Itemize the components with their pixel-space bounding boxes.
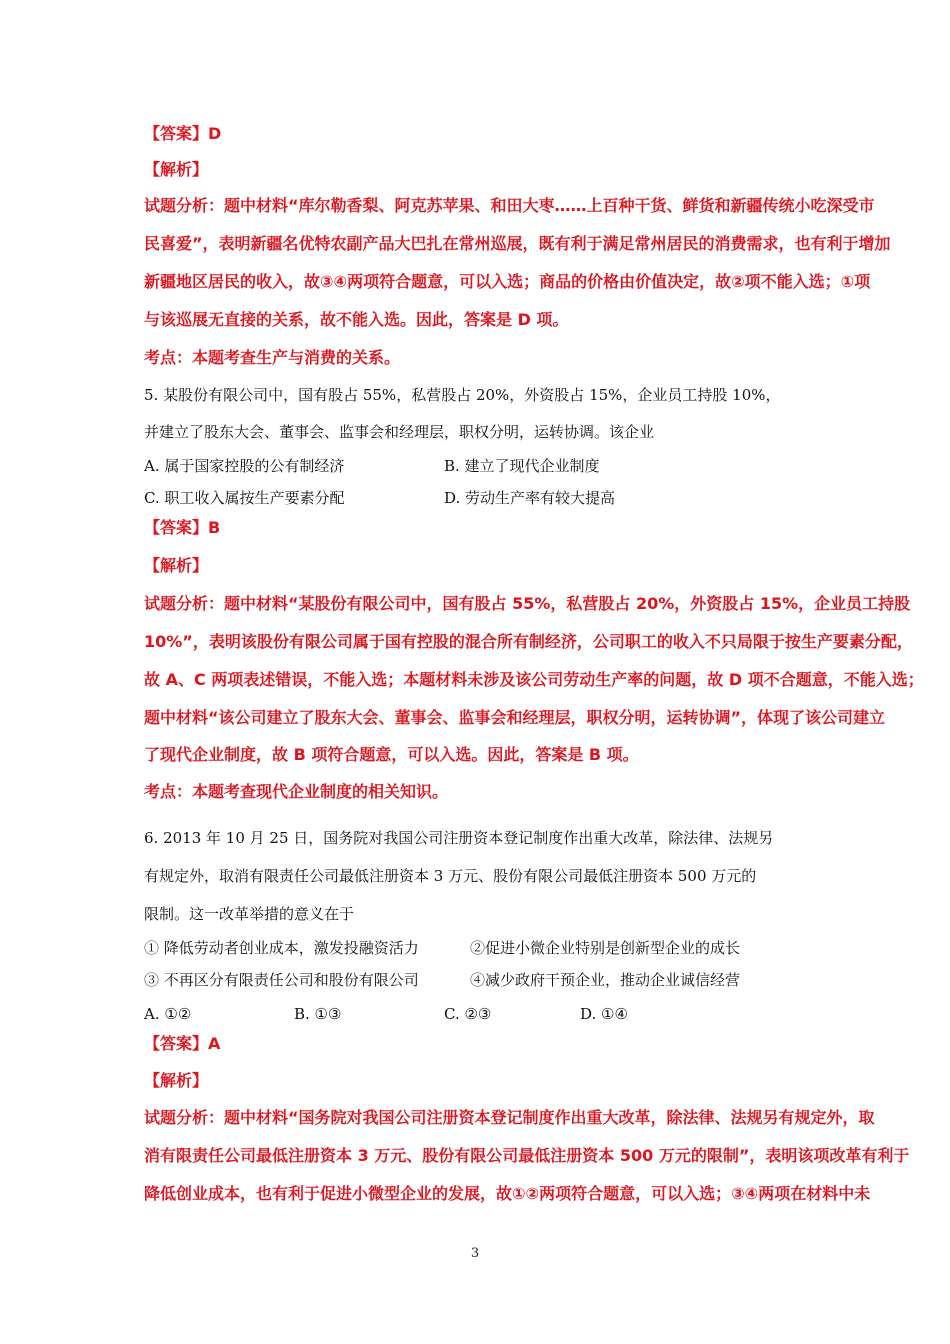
option-d: D. 劳动生产率有较大提高 bbox=[444, 489, 616, 507]
analysis-tag: 【解析】 bbox=[144, 556, 209, 575]
analysis-line: 降低创业成本，也有利于促进小微型企业的发展，故①②两项符合题意，可以入选；③④两项在材料中未 bbox=[144, 1184, 871, 1203]
option-b: B. ①③ bbox=[294, 1005, 342, 1023]
statement-3: ③ 不再区分有限责任公司和股份有限公司 bbox=[144, 971, 419, 989]
answer-line-q4 bbox=[144, 124, 221, 144]
page-number: 3 bbox=[470, 1246, 480, 1261]
analysis-line: 消有限责任公司最低注册资本 3 万元、股份有限公司最低注册资本 500 万元的限制”，表明该项改革有利于 bbox=[144, 1146, 910, 1165]
question-text: 有规定外，取消有限责任公司最低注册资本 3 万元、股份有限公司最低注册资本 500 万元的 bbox=[144, 867, 757, 885]
option-a: A. 属于国家控股的公有制经济 bbox=[144, 457, 345, 475]
option-c: C. 职工收入属按生产要素分配 bbox=[144, 489, 345, 507]
analysis-line: 试题分析：题中材料“国务院对我国公司注册资本登记制度作出重大改革，除法律、法规另有规定外，取 bbox=[144, 1108, 875, 1127]
option-c: C. ②③ bbox=[444, 1005, 492, 1023]
answer-line-q6 bbox=[144, 1034, 220, 1054]
statement-4: ④减少政府干预企业，推动企业诚信经营 bbox=[470, 971, 741, 989]
answer-value: B bbox=[208, 518, 221, 537]
answer-value: D bbox=[208, 124, 222, 143]
answer-tag: 【答案】 bbox=[144, 1034, 209, 1053]
point-line: 考点：本题考查现代企业制度的相关知识。 bbox=[144, 782, 449, 801]
analysis-line: 故 A、C 两项表述错误，不能入选；本题材料未涉及该公司劳动生产率的问题，故 D 项不合题意，不能入选； bbox=[144, 670, 924, 689]
point-line: 考点：本题考查生产与消费的关系。 bbox=[144, 348, 401, 367]
answer-value: A bbox=[208, 1034, 221, 1053]
analysis-line: 题中材料“该公司建立了股东大会、董事会、监事会和经理层，职权分明，运转协调”，体现了该公司建立 bbox=[144, 708, 886, 727]
statement-2: ②促进小微企业特别是创新型企业的成长 bbox=[470, 939, 741, 957]
analysis-tag: 【解析】 bbox=[144, 1071, 209, 1090]
question-text: 6. 2013 年 10 月 25 日，国务院对我国公司注册资本登记制度作出重大改革，除法律、法规另 bbox=[144, 829, 774, 847]
analysis-line: 新疆地区居民的收入，故③④两项符合题意，可以入选；商品的价格由价值决定，故②项不能入选；①项 bbox=[144, 272, 871, 291]
option-d: D. ①④ bbox=[580, 1005, 628, 1023]
analysis-tag: 【解析】 bbox=[144, 160, 209, 179]
analysis-line: 了现代企业制度，故 B 项符合题意，可以入选。因此，答案是 B 项。 bbox=[144, 745, 639, 764]
analysis-line: 与该巡展无直接的关系，故不能入选。因此，答案是 D 项。 bbox=[144, 310, 569, 329]
answer-tag: 【答案】 bbox=[144, 124, 209, 143]
question-text: 限制。这一改革举措的意义在于 bbox=[144, 905, 355, 923]
answer-tag: 【答案】 bbox=[144, 518, 209, 537]
analysis-line: 民喜爱”，表明新疆名优特农副产品大巴扎在常州巡展，既有利于满足常州居民的消费需求，也有利于增加 bbox=[144, 234, 891, 253]
statement-1: ① 降低劳动者创业成本，激发投融资活力 bbox=[144, 939, 419, 957]
question-text: 并建立了股东大会、董事会、监事会和经理层，职权分明，运转协调。该企业 bbox=[144, 423, 655, 441]
analysis-line: 试题分析：题中材料“库尔勒香梨、阿克苏苹果、和田大枣……上百种干货、鲜货和新疆传统小吃深受市 bbox=[144, 196, 875, 215]
option-a: A. ①② bbox=[144, 1005, 192, 1023]
question-text: 5. 某股份有限公司中，国有股占 55%，私营股占 20%，外资股占 15%，企业员工持股 10%， bbox=[144, 386, 781, 404]
option-b: B. 建立了现代企业制度 bbox=[444, 457, 600, 475]
answer-line-q5 bbox=[144, 518, 220, 538]
analysis-line: 10%”，表明该股份有限公司属于国有控股的混合所有制经济，公司职工的收入不只局限于按生产要素分配， bbox=[144, 632, 913, 651]
analysis-line: 试题分析：题中材料“某股份有限公司中，国有股占 55%，私营股占 20%，外资股占 15%，企业员工持股 bbox=[144, 594, 911, 613]
